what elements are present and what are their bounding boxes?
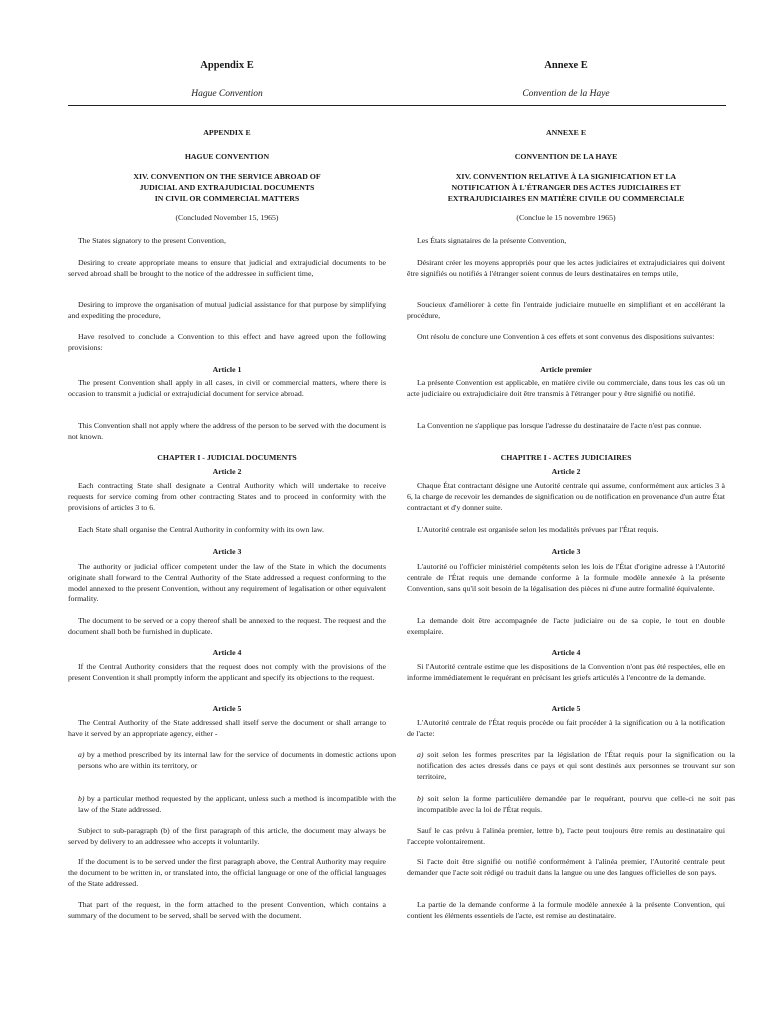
page-header — [68, 60, 726, 108]
article-5-para-4-fr: La partie de la demande conforme à la formule modèle annexée à la présente Convention, qui contient les éléments essentiels de l'acte, est remise au destinataire. — [407, 900, 725, 920]
preamble-states-en: The States signatory to the present Convention, — [78, 236, 226, 245]
article-5-para-3-fr: Si l'acte doit être signifié ou notifié conformément à l'alinéa premier, l'Autorité centrale peut demander que l'acte soit rédigé ou traduit dans la langue ou une des langues officielles de son pays. — [407, 857, 725, 877]
item-a-text: soit selon les formes prescrites par la législation de l'État requis pour la signification ou la notification des actes dressés dans ce pays et qui sont destinés aux personnes se trouvant sur son territoire, — [417, 750, 735, 781]
article-5-item-a-fr — [407, 750, 735, 782]
article-5-item-b-fr — [407, 794, 735, 816]
article-1-heading-fr: Article premier — [540, 365, 592, 374]
article-4-heading-fr: Article 4 — [551, 648, 581, 657]
convention-heading-fr: CONVENTION DE LA HAYE — [514, 152, 618, 161]
concluded-fr: (Conclue le 15 novembre 1965) — [516, 213, 616, 222]
article-2-para-1-en: Each contracting State shall designate a Central Authority which will undertake to receive requests for service coming from other contracting States and to proceed in conformity with the provisions of articles 3 to 6. — [68, 481, 386, 512]
chapter-1-heading-fr: CHAPITRE I - ACTES JUDICIAIRES — [500, 453, 632, 462]
article-3-para-2-fr: La demande doit être accompagnée de l'acte judiciaire ou de sa copie, le tout en double exemplaire. — [407, 616, 725, 636]
article-2-para-1-fr: Chaque État contractant désigne une Autorité centrale qui assume, conformément aux articles 3 à 6, la charge de recevoir les demandes de signification ou de notification en provenance d'un autre État contractant et d'y donner suite. — [407, 481, 725, 512]
preamble-resolved-fr: Ont résolu de conclure une Convention à ces effets et sont convenus des dispositions suivantes: — [417, 332, 715, 341]
article-5-para-1-en: The Central Authority of the State addressed shall itself serve the document or shall arrange to have it served by an appropriate agency, either - — [68, 718, 386, 738]
preamble-resolved-en: Have resolved to conclude a Convention to this effect and have agreed upon the following provisions: — [68, 332, 386, 352]
title-line-2: JUDICIAL AND EXTRAJUDICIAL DOCUMENTS — [139, 182, 315, 192]
article-2-para-2-en: Each State shall organise the Central Authority in conformity with its own law. — [78, 525, 324, 534]
convention-title-fr — [407, 172, 725, 204]
preamble-desiring-1-fr: Désirant créer les moyens appropriés pour que les actes judiciaires et extrajudiciaires qui doivent être signifiés ou notifiés à l'étranger soient connus de leurs destinataires en temps utile, — [407, 258, 725, 278]
header-title-en: Appendix E — [200, 60, 254, 71]
article-5-para-1-fr: L'Autorité centrale de l'État requis procède ou fait procéder à la signification ou à la notification de l'acte: — [407, 718, 725, 738]
preamble-states-fr: Les États signataires de la présente Convention, — [417, 236, 567, 245]
header-subtitle-en: Hague Convention — [191, 89, 263, 99]
article-5-para-3-en: If the document is to be served under the first paragraph above, the Central Authority may require the document to be written in, or translated into, the official language or one of the official languages of the State addressed. — [68, 857, 386, 888]
article-1-para-1-en: The present Convention shall apply in all cases, in civil or commercial matters, where there is occasion to transmit a judicial or extrajudicial document for service abroad. — [68, 378, 386, 398]
article-5-para-2-en: Subject to sub-paragraph (b) of the first paragraph of this article, the document may always be served by delivery to an addressee who accepts it voluntarily. — [68, 826, 386, 846]
article-3-para-1-fr: L'autorité ou l'officier ministériel compétents selon les lois de l'État d'origine adresse à l'Autorité centrale de l'État requis une demande conforme à la formule modèle annexée à la présente Convention, sans qu'il soit besoin de la légalisation des pièces ni d'une autre formalité équivalente. — [407, 562, 725, 593]
article-3-heading-fr: Article 3 — [551, 547, 581, 556]
preamble-desiring-2-en: Desiring to improve the organisation of mutual judicial assistance for that purpose by simplifying and expediting the procedure, — [68, 300, 386, 320]
article-2-para-2-fr: L'Autorité centrale est organisée selon les modalités prévues par l'État requis. — [417, 525, 659, 534]
article-1-para-2-fr: La Convention ne s'applique pas lorsque l'adresse du destinataire de l'acte n'est pas connue. — [417, 421, 702, 430]
article-3-para-1-en: The authority or judicial officer competent under the law of the State in which the documents originate shall forward to the Central Authority of the State addressed a request conforming to the model annexed to the present Convention, without any requirement of legalisation or other equivalent formality. — [68, 562, 386, 604]
article-5-para-2-fr: Sauf le cas prévu à l'alinéa premier, lettre b), l'acte peut toujours être remis au destinataire qui l'accepte volontairement. — [407, 826, 725, 846]
article-3-heading-en: Article 3 — [212, 547, 242, 556]
article-1-heading-en: Article 1 — [212, 365, 242, 374]
header-subtitle-fr: Convention de la Haye — [522, 89, 610, 99]
preamble-desiring-1-en: Desiring to create appropriate means to ensure that judicial and extrajudicial documents to be served abroad shall be brought to the notice of the addressee in sufficient time, — [68, 258, 386, 278]
title-line-1: XIV. CONVENTION ON THE SERVICE ABROAD OF — [133, 172, 321, 181]
item-b-label: b) — [78, 794, 85, 803]
article-1-para-1-fr: La présente Convention est applicable, en matière civile ou commerciale, dans tous les cas où un acte judiciaire ou extrajudiciaire doit être transmis à l'étranger pour y être signifié ou notifié. — [407, 378, 725, 398]
item-b-text: soit selon la forme particulière demandée par le requérant, pourvu que celle-ci ne soit pas incompatible avec la loi de l'État requis. — [417, 794, 736, 814]
article-2-heading-fr: Article 2 — [551, 467, 581, 476]
article-5-heading-en: Article 5 — [212, 704, 242, 713]
header-divider — [68, 105, 726, 106]
article-1-para-2-en: This Convention shall not apply where the address of the person to be served with the document is not known. — [68, 421, 386, 441]
item-a-label: a) — [417, 750, 424, 759]
article-4-para-1-fr: Si l'Autorité centrale estime que les dispositions de la Convention n'ont pas été respectées, elle en informe immédiatement le requérant en précisant les griefs articulés à l'encontre de la demande. — [407, 662, 725, 682]
article-5-heading-fr: Article 5 — [551, 704, 581, 713]
item-a-text: by a method prescribed by its internal law for the service of documents in domestic actions upon persons who are within its territory, or — [78, 750, 396, 770]
preamble-desiring-2-fr: Soucieux d'améliorer à cette fin l'entraide judiciaire mutuelle en simplifiant et en accélérant la procédure, — [407, 300, 725, 320]
appendix-heading-fr: ANNEXE E — [545, 128, 587, 137]
item-b-text: by a particular method requested by the applicant, unless such a method is incompatible with the law of the State addressed. — [78, 794, 396, 814]
appendix-heading-en: APPENDIX E — [203, 128, 251, 137]
article-5-item-a-en — [68, 750, 396, 772]
title-line-3: EXTRAJUDICIAIRES EN MATIÈRE CIVILE OU COMMERCIALE — [447, 193, 685, 203]
concluded-en: (Concluded November 15, 1965) — [175, 213, 279, 222]
article-5-para-4-en: That part of the request, in the form attached to the present Convention, which contains a summary of the document to be served, shall be served with the document. — [68, 900, 386, 920]
title-line-3: IN CIVIL OR COMMERCIAL MATTERS — [154, 193, 300, 203]
article-2-heading-en: Article 2 — [212, 467, 242, 476]
convention-heading-en: HAGUE CONVENTION — [184, 152, 270, 161]
article-3-para-2-en: The document to be served or a copy thereof shall be annexed to the request. The request and the document shall both be furnished in duplicate. — [68, 616, 386, 636]
item-a-label: a) — [78, 750, 85, 759]
header-fr — [407, 60, 725, 99]
convention-title-en — [68, 172, 386, 204]
title-line-1: XIV. CONVENTION RELATIVE À LA SIGNIFICATION ET LA — [455, 172, 677, 181]
header-en — [68, 60, 386, 99]
title-line-2: NOTIFICATION À L'ÉTRANGER DES ACTES JUDICIAIRES ET — [451, 182, 681, 192]
article-5-item-b-en — [68, 794, 396, 816]
article-4-heading-en: Article 4 — [212, 648, 242, 657]
chapter-1-heading-en: CHAPTER I - JUDICIAL DOCUMENTS — [157, 453, 297, 462]
item-b-label: b) — [417, 794, 424, 803]
header-title-fr: Annexe E — [544, 60, 588, 71]
article-4-para-1-en: If the Central Authority considers that the request does not comply with the provisions of the present Convention it shall promptly inform the applicant and specify its objections to the request. — [68, 662, 386, 682]
